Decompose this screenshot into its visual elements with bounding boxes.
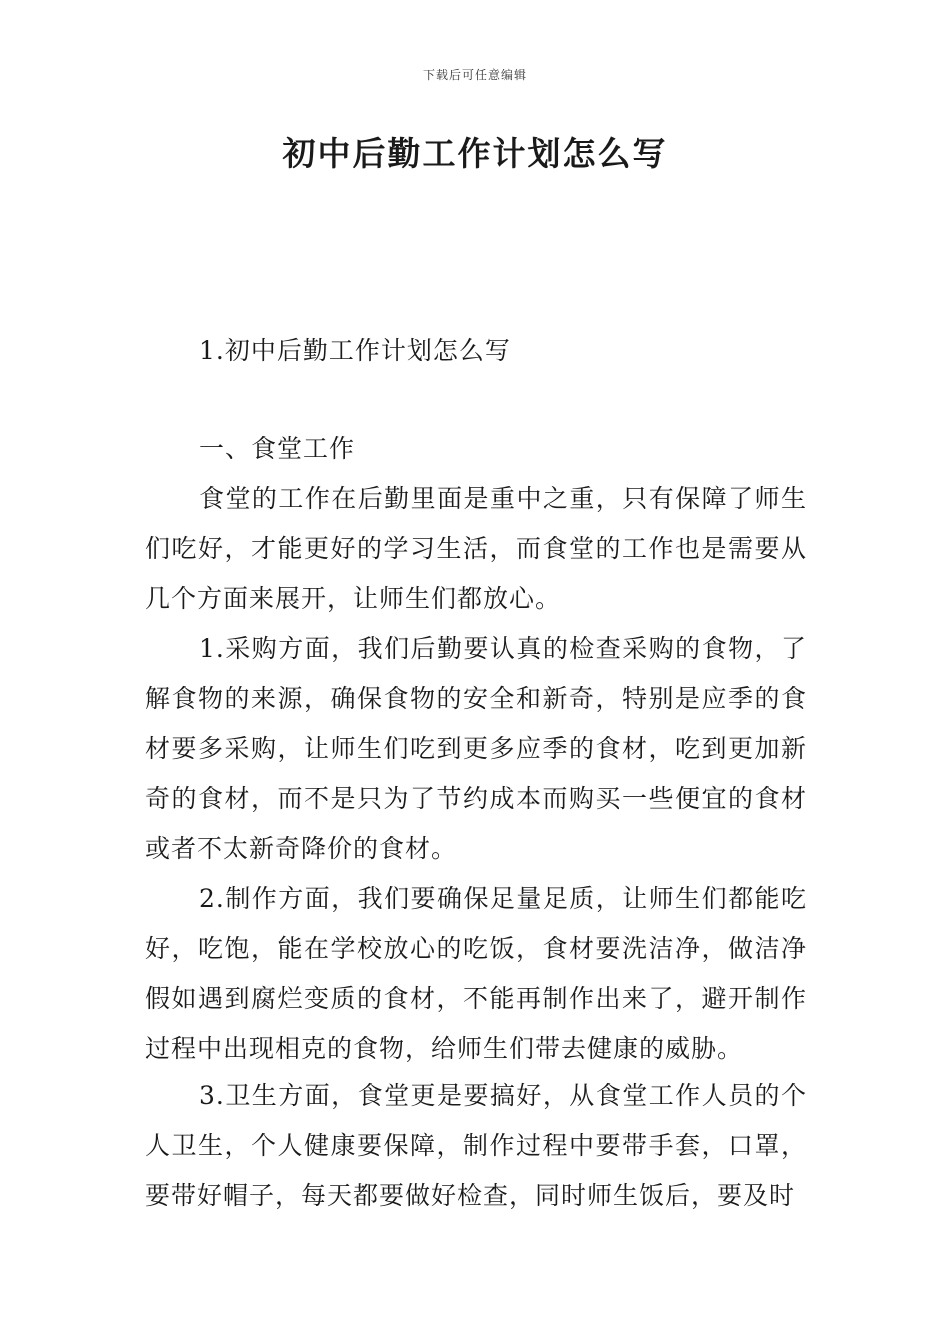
document-title: 初中后勤工作计划怎么写	[282, 134, 668, 173]
header-note: 下载后可任意编辑	[422, 68, 527, 82]
paragraph-purchasing: 1.采购方面，我们后勤要认真的检查采购的食物，了解食物的来源，确保食物的安全和新奇，特别是应季的食材要多采购，让师生们吃到更多应季的食材，吃到更加新奇的食材，而不是只为了节约成本而购买一些便宜的食材或者不太新奇降价的食材。	[145, 634, 807, 863]
section-heading: 一、食堂工作	[199, 434, 356, 463]
paragraph-cooking: 2.制作方面，我们要确保足量足质，让师生们都能吃好，吃饱，能在学校放心的吃饭，食材要洗洁净，做洁净假如遇到腐烂变质的食材，不能再制作出来了，避开制作过程中出现相克的食物，给师生们带去健康的威胁。	[145, 884, 807, 1063]
section-title: 1.初中后勤工作计划怎么写	[199, 336, 511, 365]
paragraph-intro: 食堂的工作在后勤里面是重中之重，只有保障了师生们吃好，才能更好的学习生活，而食堂的工作也是需要从几个方面来展开，让师生们都放心。	[145, 484, 807, 613]
paragraph-hygiene: 3.卫生方面，食堂更是要搞好，从食堂工作人员的个人卫生，个人健康要保障，制作过程中要带手套，口罩，要带好帽子，每天都要做好检查，同时师生饭后，要及时	[145, 1081, 807, 1210]
